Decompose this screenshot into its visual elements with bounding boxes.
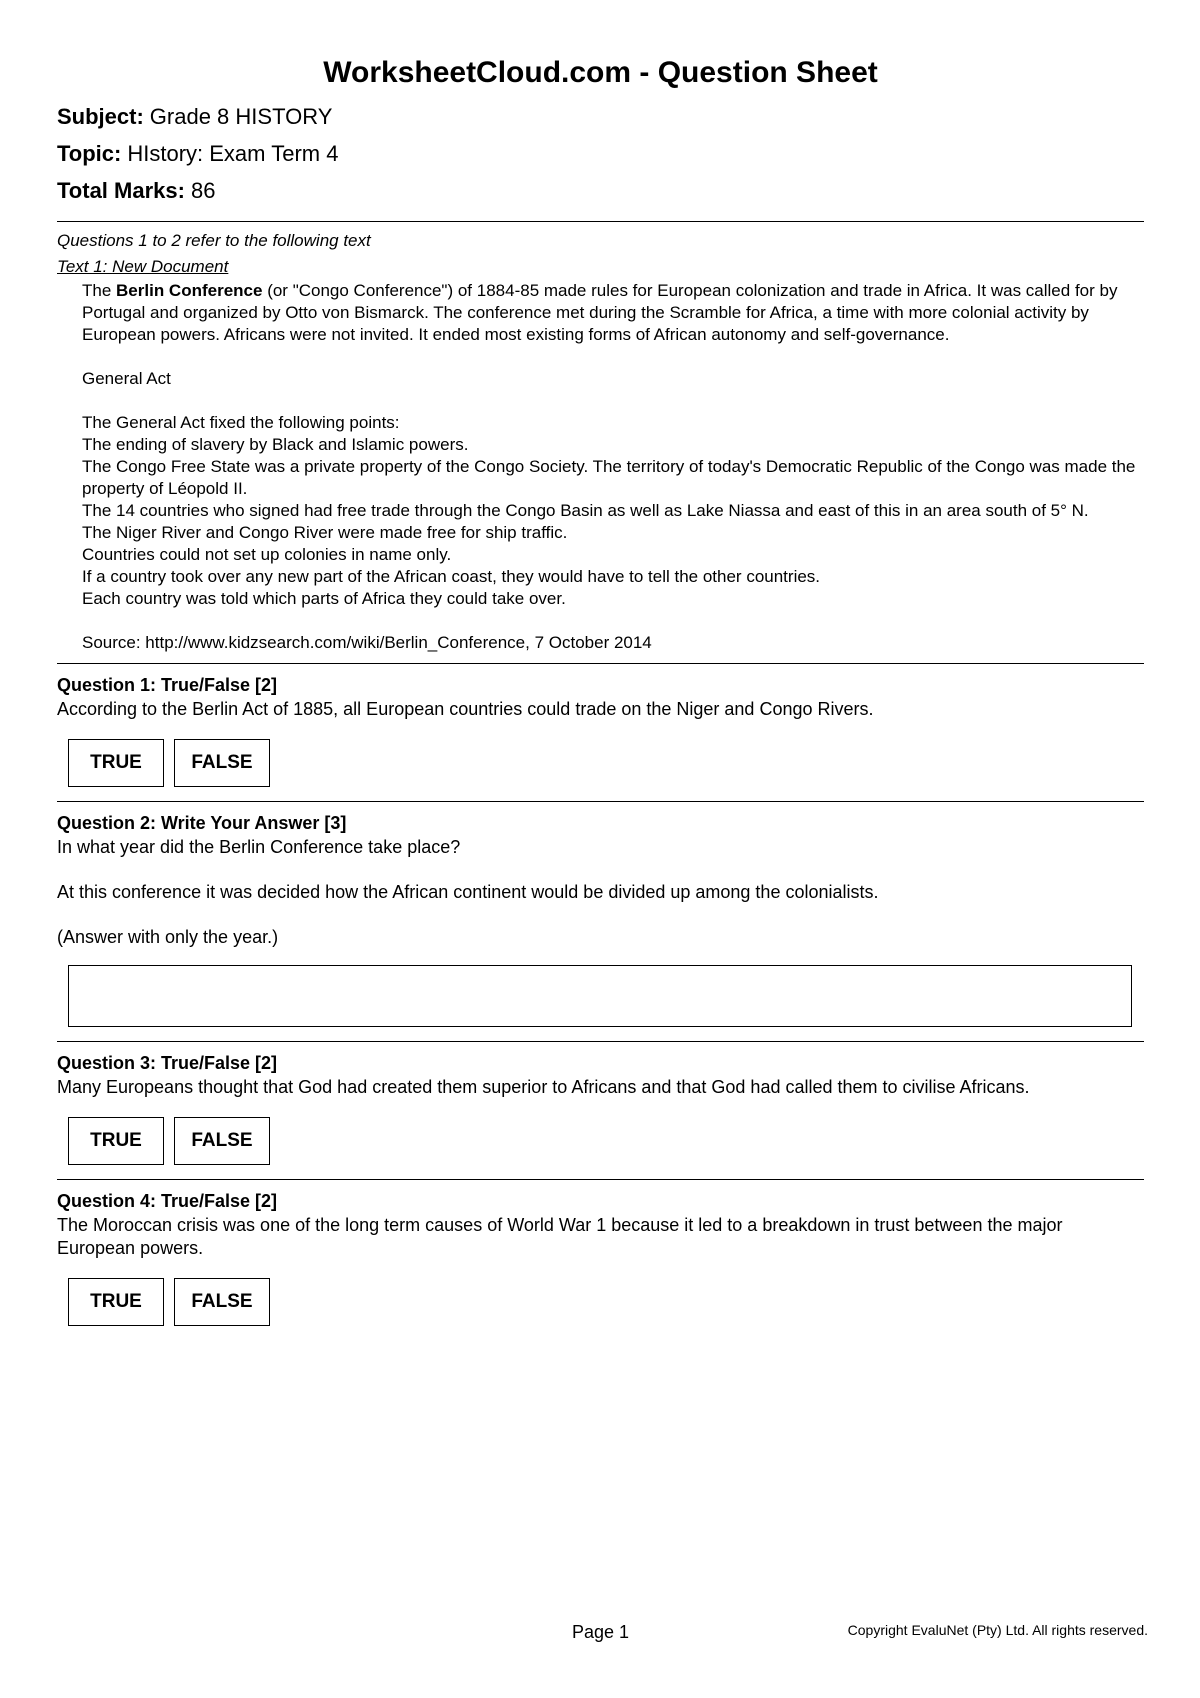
question-1-text: According to the Berlin Act of 1885, all European countries could trade on the Niger and Congo Rivers. <box>57 699 874 719</box>
topic-row <box>57 141 1144 178</box>
general-act-heading: General Act <box>82 369 171 388</box>
point-item: The ending of slavery by Black and Islamic powers. <box>82 435 469 454</box>
questions-intro: Questions 1 to 2 refer to the following text <box>57 231 371 250</box>
q2-answer-input[interactable] <box>68 965 1132 1027</box>
total-marks-label: Total Marks: <box>57 178 185 203</box>
divider <box>57 221 1144 222</box>
q4-true-button[interactable]: TRUE <box>68 1278 164 1326</box>
point-item: The Congo Free State was a private property of the Congo Society. The territory of today's Democratic Republic of the Congo was made the property of Léopold II. <box>82 457 1136 498</box>
fixed-points-intro: The General Act fixed the following points: <box>82 413 400 432</box>
point-item: The 14 countries who signed had free trade through the Congo Basin as well as Lake Niassa and east of this in an area south of 5° N. <box>82 501 1089 520</box>
passage-text: The <box>82 281 117 300</box>
question-3 <box>57 1050 1144 1165</box>
question-2-line: In what year did the Berlin Conference take place? <box>57 837 461 857</box>
page-number: Page 1 <box>572 1622 630 1642</box>
page-footer <box>0 1620 1200 1650</box>
question-2-heading: Question 2: Write Your Answer [3] <box>57 813 347 833</box>
topic-label: Topic: <box>57 141 122 166</box>
divider <box>57 663 1144 664</box>
topic-value: HIstory: Exam Term 4 <box>127 141 339 166</box>
question-4-text: The Moroccan crisis was one of the long term causes of World War 1 because it led to a breakdown in trust between the major European powers. <box>57 1215 1063 1258</box>
question-4 <box>57 1188 1144 1326</box>
point-item: If a country took over any new part of the African coast, they would have to tell the other countries. <box>82 567 821 586</box>
point-item: Countries could not set up colonies in name only. <box>82 545 452 564</box>
passage-text: (or "Congo Conference") of 1884-85 made rules for European colonization and trade in Africa. It was called for by Portugal and organized by Otto von Bismarck. The conference met during the Scramble for Africa, a time with more colonial activity by European powers. Africans were not invited. It ended most existing forms of African autonomy and self-governance. <box>82 281 1118 344</box>
divider <box>57 801 1144 802</box>
divider <box>57 1179 1144 1180</box>
passage <box>57 280 1144 654</box>
q3-true-button[interactable]: TRUE <box>68 1117 164 1165</box>
question-3-heading: Question 3: True/False [2] <box>57 1053 278 1073</box>
text-title: Text 1: New Document <box>57 257 229 276</box>
reading-text-section <box>57 230 1144 654</box>
total-marks-value: 86 <box>190 178 216 203</box>
question-2 <box>57 810 1144 1027</box>
question-2-line: At this conference it was decided how the African continent would be divided up among the colonialists. <box>57 882 879 902</box>
q1-false-button[interactable]: FALSE <box>174 739 270 787</box>
question-4-heading: Question 4: True/False [2] <box>57 1191 278 1211</box>
point-item: The Niger River and Congo River were made free for ship traffic. <box>82 523 568 542</box>
q1-true-button[interactable]: TRUE <box>68 739 164 787</box>
passage-paragraph <box>82 280 1144 346</box>
true-false-options <box>68 1278 1144 1326</box>
subject-row <box>57 104 1144 141</box>
subject-label: Subject: <box>57 104 144 129</box>
passage-bold-term: Berlin Conference <box>116 281 263 300</box>
true-false-options <box>68 1117 1144 1165</box>
total-marks-row <box>57 178 1144 215</box>
question-1 <box>57 672 1144 787</box>
q3-false-button[interactable]: FALSE <box>174 1117 270 1165</box>
true-false-options <box>68 739 1144 787</box>
source-citation: Source: http://www.kidzsearch.com/wiki/Berlin_Conference, 7 October 2014 <box>82 633 652 652</box>
copyright-notice: Copyright EvaluNet (Pty) Ltd. All rights reserved. <box>847 1622 1148 1638</box>
q4-false-button[interactable]: FALSE <box>174 1278 270 1326</box>
question-3-text: Many Europeans thought that God had created them superior to Africans and that God had called them to civilise Africans. <box>57 1077 1030 1097</box>
point-item: Each country was told which parts of Africa they could take over. <box>82 589 566 608</box>
subject-value: Grade 8 HISTORY <box>149 104 333 129</box>
divider <box>57 1041 1144 1042</box>
question-2-line: (Answer with only the year.) <box>57 927 279 947</box>
page-title: WorksheetCloud.com - Question Sheet <box>323 56 878 89</box>
question-1-heading: Question 1: True/False [2] <box>57 675 278 695</box>
question-2-body <box>57 836 1144 949</box>
